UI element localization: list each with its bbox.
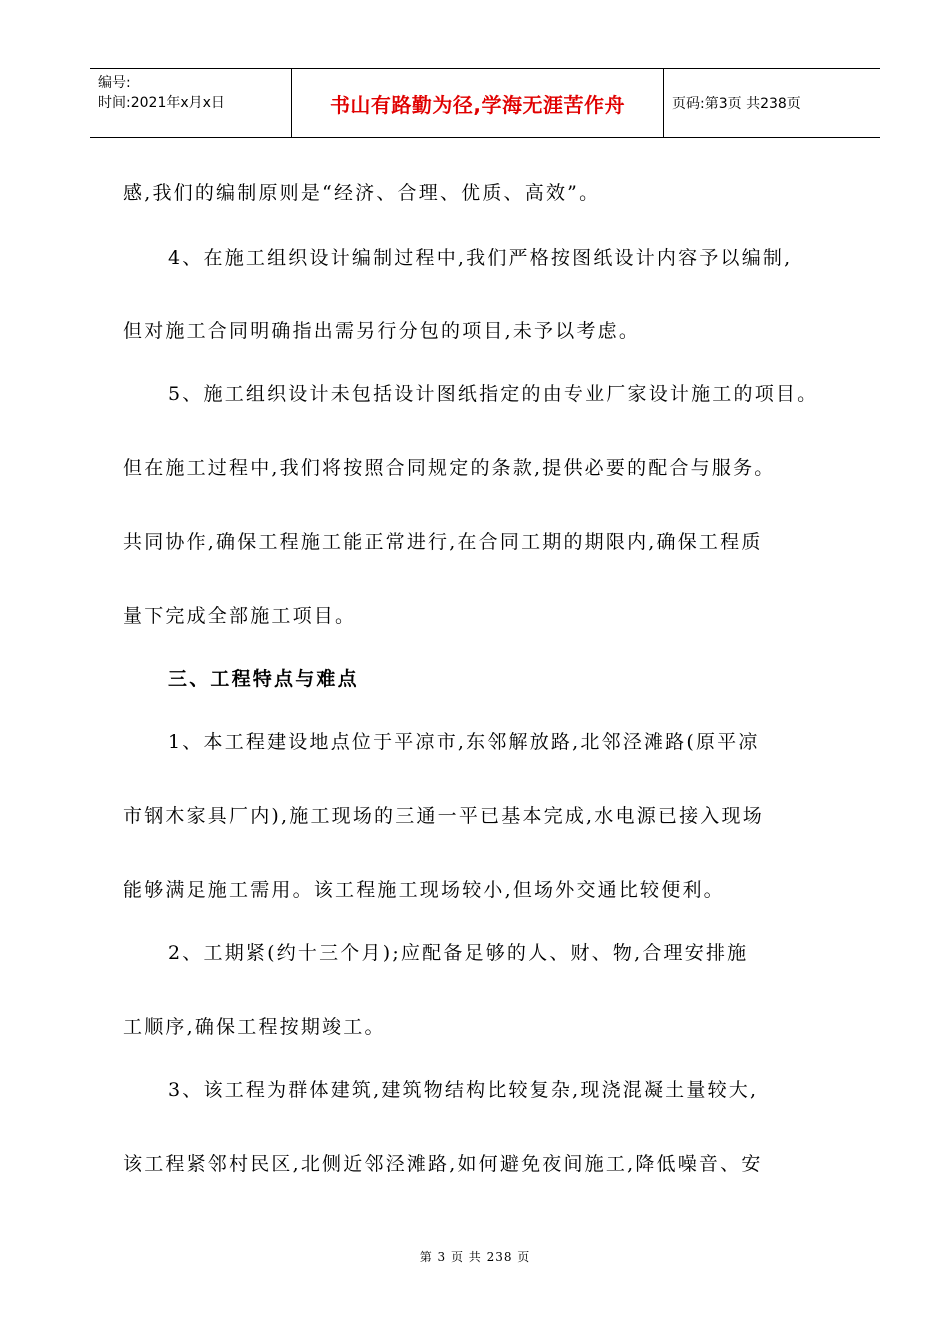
doc-time-label: 时间:2021年x月x日 <box>98 95 225 111</box>
text-line: 共同协作,确保工程施工能正常进行,在合同工期的期限内,确保工程质 <box>123 531 763 553</box>
text-line: 5、施工组织设计未包括设计图纸指定的由专业厂家设计施工的项目。 <box>168 383 819 405</box>
text-line: 工顺序,确保工程按期竣工。 <box>123 1016 386 1038</box>
text-line: 2、工期紧(约十三个月);应配备足够的人、财、物,合理安排施 <box>168 942 749 964</box>
text-line: 感,我们的编制原则是“经济、合理、优质、高效”。 <box>123 182 601 204</box>
text-line: 该工程紧邻村民区,北侧近邻泾滩路,如何避免夜间施工,降低噪音、安 <box>123 1153 763 1175</box>
header-meta <box>90 69 292 137</box>
page-footer: 第 3 页 共 238 页 <box>419 1250 531 1264</box>
text-line: 3、该工程为群体建筑,建筑物结构比较复杂,现浇混凝土量较大, <box>168 1079 759 1101</box>
text-line: 但对施工合同明确指出需另行分包的项目,未予以考虑。 <box>123 320 641 342</box>
page-header <box>90 68 880 138</box>
text-line: 1、本工程建设地点位于平凉市,东邻解放路,北邻泾滩路(原平凉 <box>168 731 760 753</box>
header-page-info: 页码:第3页 共238页 <box>672 96 801 112</box>
text-line: 但在施工过程中,我们将按照合同规定的条款,提供必要的配合与服务。 <box>123 457 776 479</box>
section-heading: 三、工程特点与难点 <box>168 668 359 690</box>
text-line: 能够满足施工需用。该工程施工现场较小,但场外交通比较便利。 <box>123 879 725 901</box>
text-line: 4、在施工组织设计编制过程中,我们严格按图纸设计内容予以编制, <box>168 247 793 269</box>
header-motto: 书山有路勤为径,学海无涯苦作舟 <box>292 69 664 137</box>
doc-number-label: 编号: <box>98 75 131 91</box>
text-line: 市钢木家具厂内),施工现场的三通一平已基本完成,水电源已接入现场 <box>123 805 764 827</box>
text-line: 量下完成全部施工项目。 <box>123 605 357 627</box>
